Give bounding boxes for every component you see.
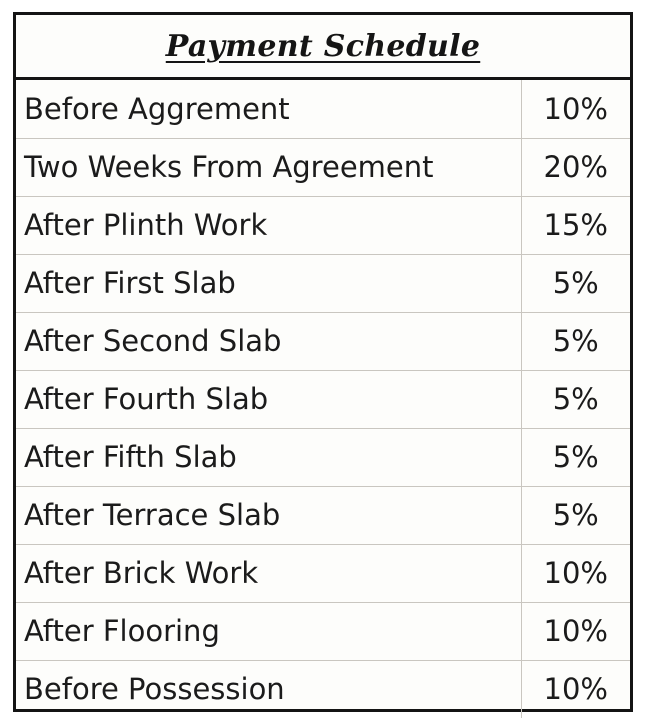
stage-cell: After Fifth Slab — [16, 428, 521, 486]
table-row — [16, 544, 630, 602]
table-row — [16, 312, 630, 370]
percent-cell: 15% — [521, 196, 630, 254]
percent-cell: 5% — [521, 428, 630, 486]
stage-cell: After First Slab — [16, 254, 521, 312]
percent-cell: 10% — [521, 602, 630, 660]
stage-cell: Two Weeks From Agreement — [16, 138, 521, 196]
percent-cell: 5% — [521, 254, 630, 312]
stage-cell: Before Aggrement — [16, 80, 521, 138]
stage-cell: Before Possession — [16, 660, 521, 718]
table-row — [16, 486, 630, 544]
stage-cell: After Brick Work — [16, 544, 521, 602]
percent-cell: 20% — [521, 138, 630, 196]
table-row — [16, 428, 630, 486]
table-row — [16, 254, 630, 312]
stage-cell: After Fourth Slab — [16, 370, 521, 428]
payment-schedule-card — [13, 12, 633, 712]
percent-cell: 5% — [521, 312, 630, 370]
table-row — [16, 602, 630, 660]
percent-cell: 5% — [521, 370, 630, 428]
schedule-table — [16, 80, 630, 718]
table-row — [16, 80, 630, 138]
title-row — [16, 15, 630, 80]
stage-cell: After Terrace Slab — [16, 486, 521, 544]
stage-cell: After Plinth Work — [16, 196, 521, 254]
percent-cell: 10% — [521, 544, 630, 602]
table-row — [16, 138, 630, 196]
percent-cell: 10% — [521, 80, 630, 138]
stage-cell: After Flooring — [16, 602, 521, 660]
table-row — [16, 370, 630, 428]
table-row — [16, 660, 630, 718]
percent-cell: 5% — [521, 486, 630, 544]
page-title: Payment Schedule — [165, 28, 481, 64]
stage-cell: After Second Slab — [16, 312, 521, 370]
table-row — [16, 196, 630, 254]
percent-cell: 10% — [543, 672, 608, 707]
